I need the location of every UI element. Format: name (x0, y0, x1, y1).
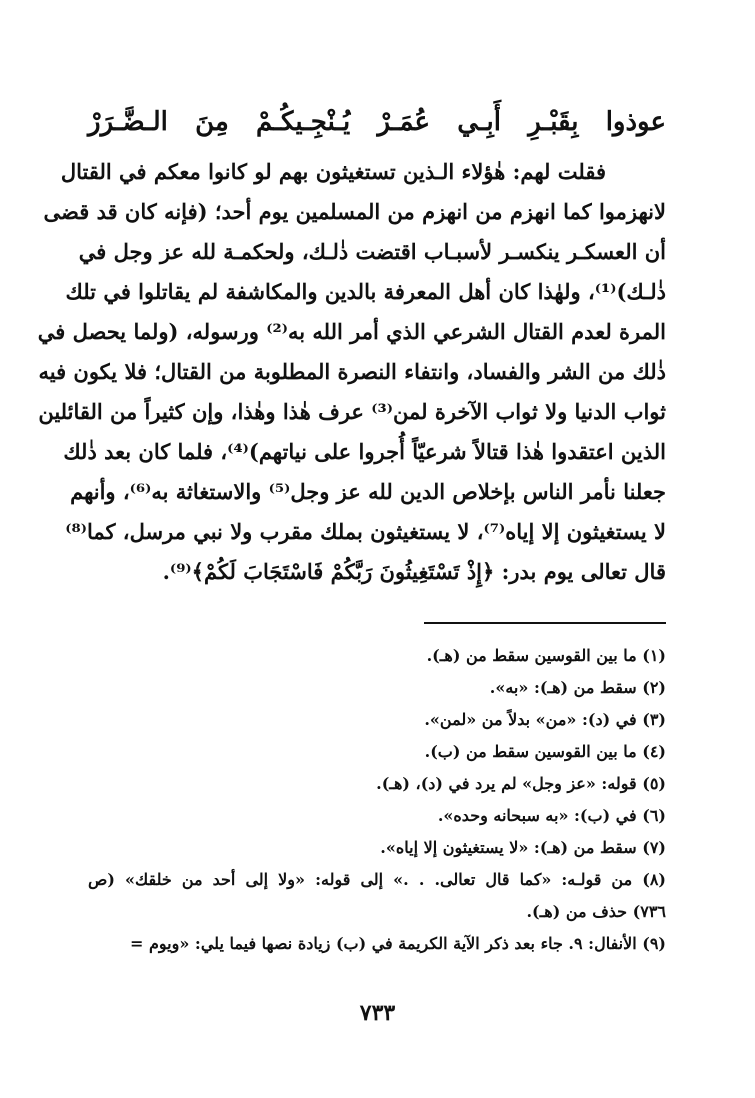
footnote: (٣) في (د): «من» بدلاً من «لمن». (424, 710, 666, 729)
page-number: ٧٣٣ (359, 1000, 396, 1026)
footnote: (٦) في (ب): «به سبحانه وحده». (437, 806, 666, 825)
footnote: (٨) من قولـه: «كما قال تعالى. . .» إلى قوله: «ولا إلى أحد من خلقك» (ص (88, 870, 666, 889)
text-line: فقلت لهم: هٰؤلاء الـذين تستغيثون بهم لو كانوا معكم في القتال (60, 159, 606, 184)
footnote: (٢) سقط من (هـ): «به». (489, 678, 666, 697)
verse-word: عوذوا (605, 107, 666, 137)
verse-word: عُمَـرْ (377, 107, 431, 137)
text-line: ثواب الدنيا ولا ثواب الآخرة لمن⁽³⁾ عرف هٰذا وهٰذا، وإن كثيراً من القائلين (38, 399, 666, 424)
text-line: أن العسكـر ينكسـر لأسبـاب اقتضت ذٰلـك، ولحكمـة لله عز وجل في (78, 239, 666, 264)
main-text (37, 152, 666, 592)
verse-word: الـضَّـرَرْ (88, 107, 168, 137)
footnote: (٧) سقط من (هـ): «لا يستغيثون إلا إياه». (380, 838, 666, 857)
verse-word: مِنَ (195, 107, 229, 137)
text-line: الذين اعتقدوا هٰذا قتالاً شرعيّاً أُجروا على نياتهم)⁽⁴⁾، فلما كان بعد ذٰلك (63, 439, 666, 464)
poetry-verse (88, 98, 666, 146)
text-line: لا يستغيثون إلا إياه⁽⁷⁾، لا يستغيثون بملك مقرب ولا نبي مرسل، كما⁽⁸⁾ (65, 519, 666, 544)
verse-word: يُـنْجِـيكُـمْ (256, 107, 351, 137)
text-line: ذٰلك من الشر والفساد، وانتفاء النصرة المطلوبة من القتال؛ فلا يكون فيه (38, 359, 666, 384)
footnote-continuation: ٧٣٦) حذف من (هـ). (526, 902, 666, 921)
verse-word: أَبِـي (457, 107, 502, 137)
footnote: (٤) ما بين القوسين سقط من (ب). (424, 742, 666, 761)
text-line: لانهزموا كما انهزم من انهزم من المسلمين يوم أحد؛ (فإنه كان قد قضى (43, 199, 666, 224)
text-line: ذٰلـك)⁽¹⁾، ولهٰذا كان أهل المعرفة بالدين والمكاشفة لم يقاتلوا في تلك (65, 279, 666, 304)
footnote: (١) ما بين القوسين سقط من (هـ). (426, 646, 666, 665)
footnotes (88, 640, 666, 960)
footnote: (٥) قوله: «عز وجل» لم يرد في (د)، (هـ). (376, 774, 666, 793)
text-line: قال تعالى يوم بدر: ﴿إِذْ تَسْتَغِيثُونَ رَبَّكُمْ فَاسْتَجَابَ لَكُمْ﴾⁽⁹⁾. (162, 559, 666, 584)
text-line: جعلنا نأمر الناس بإخلاص الدين لله عز وجل⁽⁵⁾ والاستغاثة به⁽⁶⁾، وأنهم (70, 479, 666, 504)
footnote-separator (424, 622, 666, 624)
text-line: المرة لعدم القتال الشرعي الذي أمر الله به⁽²⁾ ورسوله، (ولما يحصل في (37, 319, 666, 344)
footnote: (٩) الأنفال: ٩. جاء بعد ذكر الآية الكريمة في (ب) زيادة نصها فيما يلي: «ويوم = (130, 934, 666, 953)
verse-word: بِقَبْـرِ (528, 107, 579, 137)
